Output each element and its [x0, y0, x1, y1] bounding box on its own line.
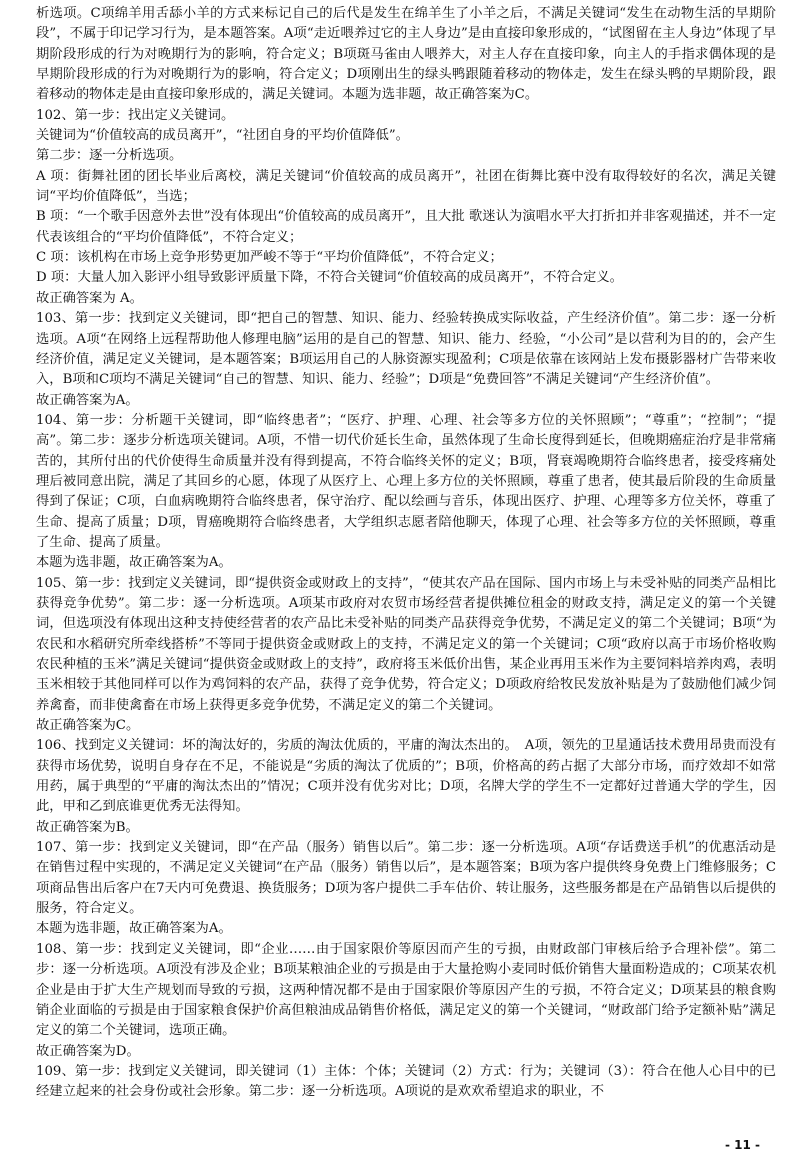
paragraph-102-step1: 102、第一步：找出定义关键词。: [36, 107, 235, 123]
paragraph-105: 105、第一步：找到定义关键词，即“提供资金或财政上的支持”，“使其农产品在国际、国内市场上与未受补贴的同类产品相比获得竞争优势”。第二步：逐一分析选项。A项某市政府对农贸市场经营者提供摊位租金的财政支持，满足定义的第一个关键词，但选项没有体现出这种支持使经营者的农产品比未受补贴的同类产品获得竞争优势，不满足定义的第二个关键词；B项“为农民和水稻研究所牵线搭桥”不等同于提供资金或财政上的支持，不满足定义的第一个关键词；C项“政府以高于市场价格收购农民种植的玉米”满足关键词“提供资金或财政上的支持”，政府将玉米低价出售，某企业再用玉米作为主要饲料培养肉鸡，表明玉米相较于其他同样可以作为鸡饲料的农产品，获得了竞争优势，符合定义；D项政府给牧民发放补贴是为了鼓励他们减少饲养禽畜，而非使禽畜在市场上获得更多竞争优势，不满足定义的第二个关键词。: [36, 575, 776, 713]
paragraph-102-option-a: A 项：街舞社团的团长毕业后离校，满足关键词“价值较高的成员离开”，社团在街舞比赛中没有取得较好的名次，满足关键词“平均价值降低”，当选；: [36, 168, 776, 205]
document-body: [36, 4, 776, 1103]
paragraph-102-option-d: D 项：大量人加入影评小组导致影评质量下降，不符合关键词“价值较高的成员离开”，不符合定义。: [36, 270, 623, 286]
paragraph-102-step2: 第二步：逐一分析选项。: [36, 148, 183, 164]
paragraph-101-continuation: 析选项。C项绵羊用舌舔小羊的方式来标记自己的后代是发生在绵羊生了小羊之后，不满足关键词“发生在动物生活的早期阶段”，不属于印记学习行为，是本题答案。A项“走近喂养过它的主人身边”是由直接印象形成的，“试图留在主人身边”体现了早期阶段形成的行为对晚期行为的影响，符合定义；B项斑马雀由人喂养大，对主人存在直接印象，向主人的手指求偶体现的是早期阶段形成的行为对晚期行为的影响，符合定义；D项刚出生的绿头鸭跟随着移动的物体走，发生在绿头鸭的早期阶段，跟着移动的物体走是由直接印象形成的，满足关键词。本题为选非题，故正确答案为C。: [36, 6, 776, 103]
paragraph-103: 103、第一步：找到定义关键词，即“把自己的智慧、知识、能力、经验转换成实际收益，产生经济价值”。第二步：逐一分析选项。A项“在网络上远程帮助他人修理电脑”运用的是自己的智慧、知识、能力、经验，“小公司”是以营利为目的的，会产生经济价值，满足定义关键词，是本题答案；B项运用自己的人脉资源实现盈利；C项是依靠在该网站上发布摄影器材广告带来收入，B项和C项均不满足关键词“自己的智慧、知识、能力、经验”；D项是“免费回答”不满足关键词“产生经济价值”。: [36, 311, 776, 388]
paragraph-108: 108、第一步：找到定义关键词，即“企业……由于国家限价等原因而产生的亏损，由财政部门审核后给予合理补偿”。第二步：逐一分析选项。A项没有涉及企业；B项某粮油企业的亏损是由于大量抢购小麦同时低价销售大量面粉造成的；C项某农机企业是由于扩大生产规划而导致的亏损，这两种情况都不是由于国家限价等原因产生的亏损，不符合定义；D项某县的粮食购销企业面临的亏损是由于国家粮食保护价高但粮油成品销售价格低，满足定义的第一个关键词，“财政部门给予定额补贴”满足定义的第二个关键词，选项正确。: [36, 941, 776, 1039]
paragraph-102-option-c: C 项：该机构在市场上竞争形势更加严峻不等于“平均价值降低”，不符合定义；: [36, 250, 503, 266]
paragraph-107: 107、第一步：找到定义关键词，即“在产品（服务）销售以后”。第二步：逐一分析选项。A项“存话费送手机”的优惠活动是在销售过程中实现的，不满足定义关键词“在产品（服务）销售以后”，是本题答案；B项为客户提供终身免费上门维修服务；C项商品售出后客户在7天内可免费退、换货服务；D项为客户提供二手车估价、转让服务，这些服务都是在产品销售以后提供的服务，符合定义。: [36, 840, 776, 917]
answer-102: 故正确答案为 A。: [36, 290, 143, 306]
paragraph-104: 104、第一步：分析题干关键词，即“临终患者”；“医疗、护理、心理、社会等多方位的关怀照顾”；“尊重”；“控制”；“提高”。第二步：逐步分析选项关键词。A项，不惜一切代价延长生命，虽然体现了生命长度得到延长，但晚期癌症治疗是非常痛苦的，其所付出的代价使得生命质量并没有得到提高，不符合临终关怀的定义；B项，肾衰竭晚期符合临终患者，接受疼痛处理后被同意出院，满足了其回乡的心愿，体现了从医疗上、心理上多方位的关怀照顾，尊重了患者，使其最后阶段的生命质量得到了保证；C项，白血病晚期符合临终患者，保守治疗、配以绘画与音乐，体现出医疗、护理、心理等多方位关怀，尊重了生命、提高了质量；D项，胃癌晚期符合临终患者，大学组织志愿者陪他聊天，体现了心理、社会等多方位的关怀照顾，尊重了生命、提高了质量。: [36, 412, 776, 550]
paragraph-102-keywords: 关键词为“价值较高的成员离开”，“社团自身的平均价值降低”。: [36, 128, 409, 144]
answer-107: 本题为选非题，故正确答案为A。: [36, 921, 232, 937]
answer-103: 故正确答案为A。: [36, 392, 139, 408]
answer-108: 故正确答案为D。: [36, 1043, 140, 1059]
paragraph-102-option-b: B 项：“一个歌手因意外去世”没有体现出“价值较高的成员离开”，且大批 歌迷认为演唱水平大打折扣并非客观描述，并不一定代表该组合的“平均价值降低”，不符合定义；: [36, 209, 776, 245]
paragraph-106: 106、找到定义关键词：坏的淘汰好的，劣质的淘汰优质的，平庸的淘汰杰出的。 A项，领先的卫星通话技术费用昂贵而没有获得市场优势，说明自身存在不足，不能说是“劣质的淘汰了优质的”；B项，价格高的药占据了大部分市场，而疗效却不如常用药，属于典型的“平庸的淘汰杰出的”情况；C项并没有优劣对比；D项，名牌大学的学生不一定都好过普通大学的学生，因此，甲和乙到底谁更优秀无法得知。: [36, 738, 776, 815]
answer-105: 故正确答案为C。: [36, 718, 140, 734]
answer-106: 故正确答案为B。: [36, 819, 139, 835]
paragraph-109: 109、第一步：找到定义关键词，即关键词（1）主体：个体；关键词（2）方式：行为；关键词（3）：符合在他人心目中的已经建立起来的社会身份或社会形象。第二步：逐一分析选项。A项说的是欢欢希望追求的职业，不: [36, 1063, 776, 1100]
answer-104: 本题为选非题，故正确答案为A。: [36, 555, 232, 571]
page-number: - 11 -: [724, 1138, 760, 1152]
